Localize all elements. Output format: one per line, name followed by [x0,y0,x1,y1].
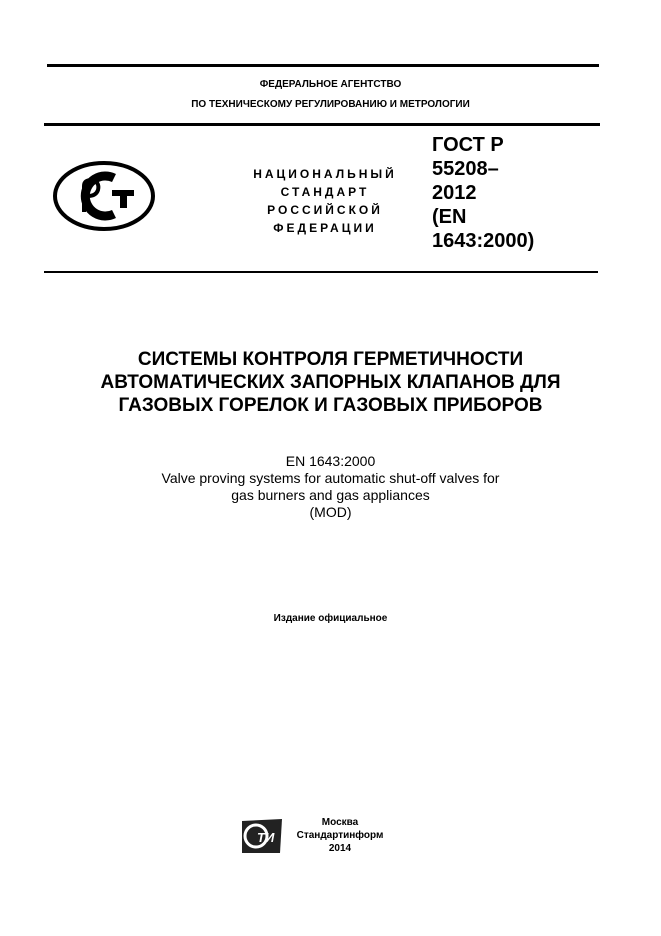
edition-label: Издание официальное [273,613,388,624]
designation-line: 1643:2000) [432,230,535,252]
top-rule [47,64,599,67]
header-rule [44,123,600,126]
designation-line: (EN [432,206,467,228]
svg-text:ТИ: ТИ [257,830,275,845]
publication-year: 2014 [328,843,352,854]
subtitle-line: gas burners and gas appliances [231,487,430,503]
subtitle-line: (MOD) [309,504,352,520]
document-title [0,348,661,417]
title-line: АВТОМАТИЧЕСКИХ ЗАПОРНЫХ КЛАПАНОВ ДЛЯ [100,372,561,393]
agency-line-1: ФЕДЕРАЛЬНОЕ АГЕНТСТВО [259,79,402,90]
agency-line-2: ПО ТЕХНИЧЕСКОМУ РЕГУЛИРОВАНИЮ И МЕТРОЛОГИИ [191,99,470,110]
designation-line: 55208– [432,158,499,180]
natl-line: СТАНДАРТ [280,185,370,199]
standard-designation [432,133,534,253]
subtitle-line: Valve proving systems for automatic shut-off valves for [161,470,500,486]
standartinform-logo-icon [240,817,284,855]
title-line: ГАЗОВЫХ ГОРЕЛОК И ГАЗОВЫХ ПРИБОРОВ [118,395,543,416]
natl-line: НАЦИОНАЛЬНЫЙ [253,167,397,181]
national-standard-label [200,165,450,237]
designation-line: 2012 [432,182,477,204]
bottom-header-rule [44,271,598,273]
publisher-block [290,816,390,855]
gost-logo-icon [52,160,157,232]
publisher-name: Стандартинформ [296,830,384,841]
title-line: СИСТЕМЫ КОНТРОЛЯ ГЕРМЕТИЧНОСТИ [137,349,524,370]
subtitle-line: EN 1643:2000 [285,453,376,469]
designation-line: ГОСТ Р [432,134,504,156]
natl-line: ФЕДЕРАЦИИ [273,221,377,235]
natl-line: РОССИЙСКОЙ [267,203,383,217]
publisher-city: Москва [321,817,359,828]
english-subtitle [0,453,661,521]
